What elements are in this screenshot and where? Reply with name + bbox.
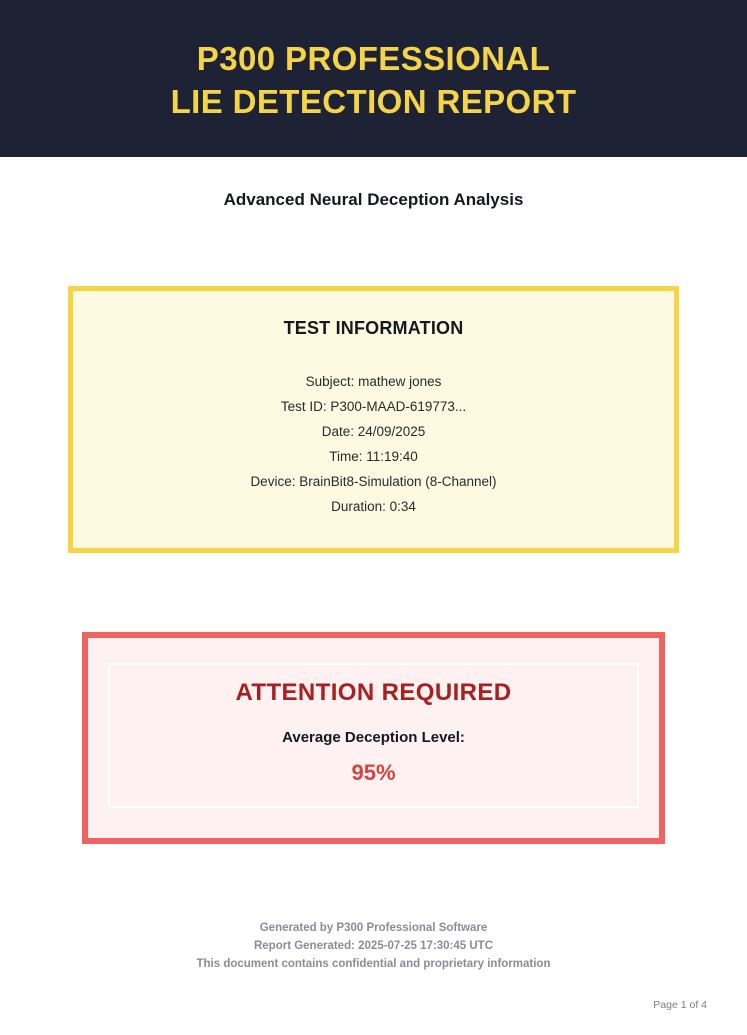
test-info-date: Date: 24/09/2025	[321, 424, 426, 439]
test-info-subject: Subject: mathew jones	[305, 374, 442, 389]
attention-required-inner	[108, 663, 639, 808]
report-header	[0, 0, 747, 157]
footer-confidentiality-notice: This document contains confidential and proprietary information	[196, 958, 551, 970]
test-info-device: Device: BrainBit8-Simulation (8-Channel)	[250, 474, 497, 489]
footer-report-generated: Report Generated: 2025-07-25 17:30:45 UTC	[253, 940, 494, 952]
attention-required-box	[82, 632, 665, 844]
average-deception-level-label: Average Deception Level:	[282, 729, 465, 746]
test-information-box	[68, 286, 679, 553]
report-subtitle: Advanced Neural Deception Analysis	[223, 190, 524, 209]
report-title-line-1: P300 PROFESSIONAL	[196, 40, 551, 78]
report-title-line-2: LIE DETECTION REPORT	[170, 82, 577, 120]
page-number: Page 1 of 4	[653, 999, 707, 1011]
report-footer	[0, 919, 747, 973]
attention-required-heading: ATTENTION REQUIRED	[235, 679, 512, 706]
test-info-test-id: Test ID: P300-MAAD-619773...	[280, 399, 467, 414]
footer-generated-by: Generated by P300 Professional Software	[259, 922, 488, 934]
test-info-duration: Duration: 0:34	[331, 499, 416, 514]
test-info-time: Time: 11:19:40	[329, 449, 418, 464]
average-deception-level-value: 95%	[351, 760, 396, 785]
test-information-heading: TEST INFORMATION	[283, 318, 464, 338]
